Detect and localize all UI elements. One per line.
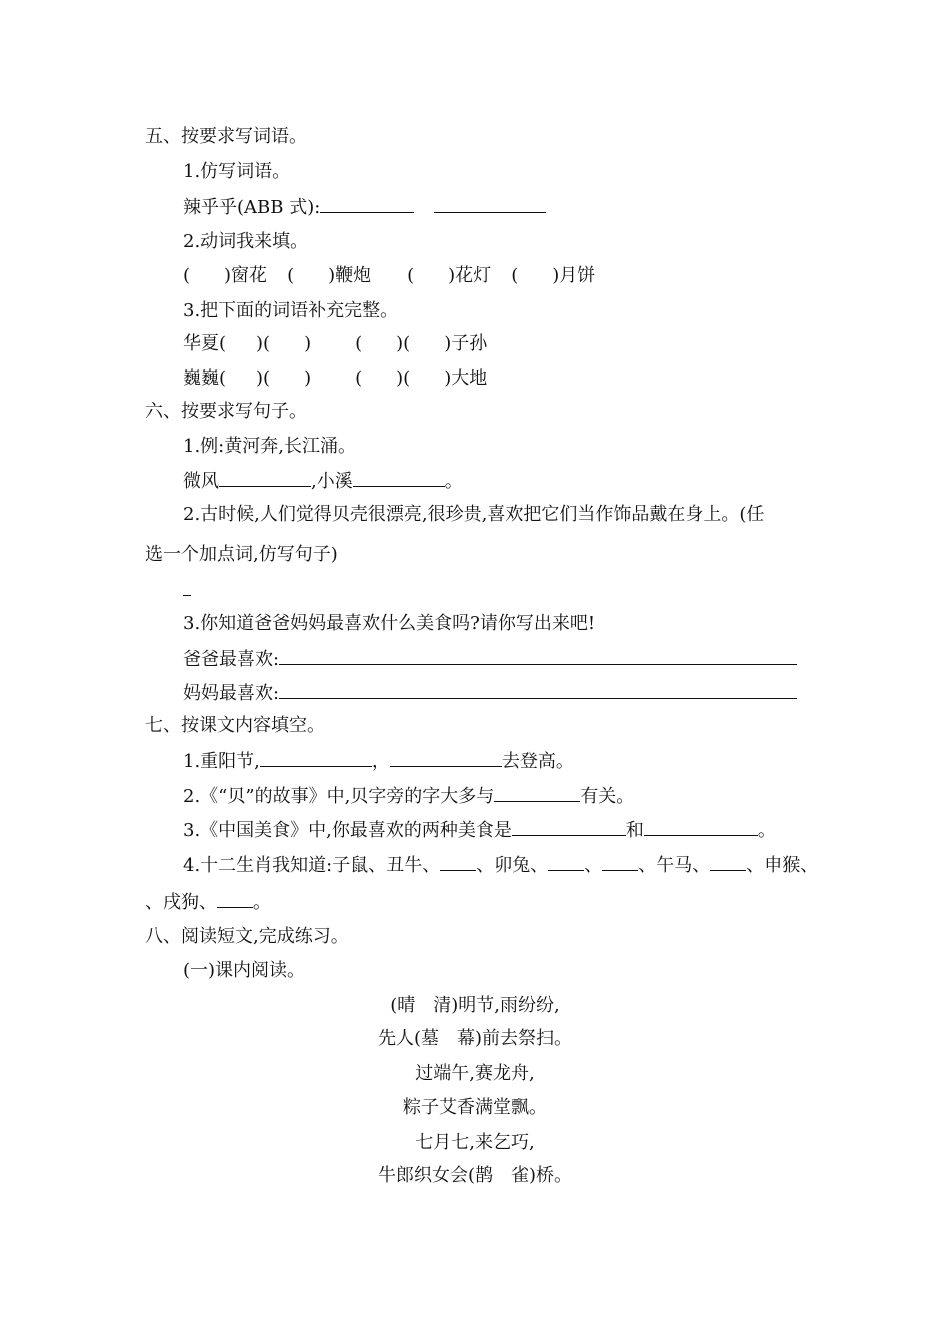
choice-mu[interactable]: 先人(墓 — [377, 1028, 439, 1049]
sec6-q1: 1.例:黄河奔,长江涌。 — [183, 436, 356, 457]
stream-blank[interactable] — [353, 466, 445, 487]
chongyang-blank-1[interactable] — [260, 746, 372, 767]
sec6-q1-line: 微风 ,小溪 。 — [183, 466, 463, 496]
zodiac-blank-2[interactable] — [548, 850, 584, 871]
sec7-q1: 1.重阳节, ， 去登高。 — [183, 746, 574, 776]
abb-example: 辣乎乎(ABB 式): — [183, 197, 321, 218]
poem-line-5: 七月七,来乞巧, — [415, 1132, 535, 1153]
section-6-title: 六、按要求写句子。 — [145, 401, 307, 422]
zodiac-blank-4[interactable] — [710, 850, 746, 871]
breeze-blank[interactable] — [219, 466, 311, 487]
sec7-q3: 3.《中国美食》中,你最喜欢的两种美食是 和 。 — [183, 815, 776, 845]
abb-blank-1[interactable] — [320, 192, 414, 213]
sec5-q1: 1.仿写词语。 — [183, 161, 291, 182]
food-blank-2[interactable] — [644, 815, 758, 836]
sec6-q2-line2: 选一个加点词,仿写句子) — [145, 544, 338, 565]
sec5-q3-a: 华夏( )( ) ( )( )子孙 — [183, 333, 488, 354]
poem-line-2: 先人(墓 幕)前去祭扫。 — [377, 1028, 573, 1049]
zodiac-blank-1[interactable] — [440, 850, 476, 871]
poem-line-3: 过端午,赛龙舟, — [415, 1063, 535, 1084]
chongyang-blank-2[interactable] — [390, 746, 502, 767]
sec7-q2: 2.《“贝”的故事》中,贝字旁的字大多与 有关。 — [183, 781, 634, 811]
bei-blank[interactable] — [494, 781, 580, 802]
poem-line-6: 牛郎织女会(鹊 雀)桥。 — [377, 1165, 573, 1186]
sec7-q4-line2: 、戌狗、 。 — [145, 887, 271, 917]
sec6-q2-answer[interactable] — [183, 576, 191, 606]
sec5-q3-b: 巍巍( )( ) ( )( )大地 — [183, 368, 488, 389]
sec6-q3: 3.你知道爸爸妈妈最喜欢什么美食吗?请你写出来吧! — [183, 613, 596, 634]
sec7-q4-line1: 4.十二生肖我知道:子鼠、丑牛、 、卯兔、 、 、午马、 、申猴、 — [183, 850, 818, 880]
choice-qing[interactable]: (晴 — [390, 995, 416, 1016]
food-blank-1[interactable] — [512, 815, 626, 836]
sec5-q2: 2.动词我来填。 — [183, 231, 309, 252]
verb-item-3: )花灯 — [448, 265, 492, 286]
sec8-subtitle: (一)课内阅读。 — [183, 960, 306, 981]
zodiac-blank-5[interactable] — [217, 887, 253, 908]
sec6-q3-mom: 妈妈最喜欢: — [183, 678, 797, 708]
poem-line-4: 粽子艾香满堂飘。 — [403, 1097, 547, 1118]
verb-item-2: )鞭炮 — [328, 265, 372, 286]
sec6-q2-line1: 2.古时候,人们觉得贝壳很漂亮,很珍贵,喜欢把它们当作饰品戴在身上。(任 — [183, 504, 765, 525]
choice-que[interactable]: 牛郎织女会(鹊 — [377, 1165, 493, 1186]
mom-answer-line[interactable] — [279, 678, 797, 699]
sec5-q3: 3.把下面的词语补充完整。 — [183, 300, 399, 321]
dad-answer-line[interactable] — [279, 644, 797, 665]
sec5-q1-line — [183, 192, 546, 222]
sec5-q2-line: ( )窗花 ( )鞭炮 ( )花灯 ( )月饼 — [183, 265, 596, 286]
abb-blank-2[interactable] — [434, 192, 546, 213]
section-5-title: 五、按要求写词语。 — [145, 126, 307, 147]
section-8-title: 八、阅读短文,完成练习。 — [145, 926, 349, 947]
section-7-title: 七、按课文内容填空。 — [145, 715, 325, 736]
sec6-q3-dad: 爸爸最喜欢: — [183, 644, 797, 674]
verb-item-4: )月饼 — [552, 265, 596, 286]
poem-line-1: (晴 清)明节,雨纷纷, — [390, 995, 560, 1016]
verb-item-1: )窗花 — [224, 265, 268, 286]
zodiac-blank-3[interactable] — [602, 850, 638, 871]
